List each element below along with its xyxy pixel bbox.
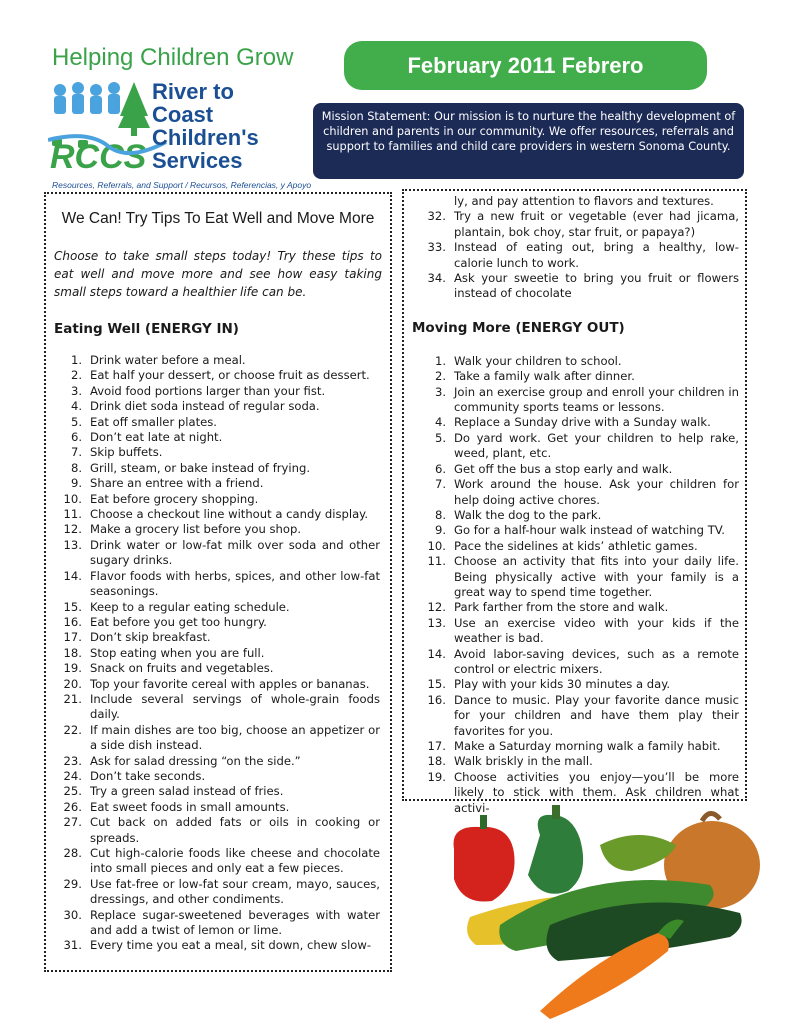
list-item (46, 522, 390, 537)
list-item-text: Replace sugar-sweetened beverages with water and add a twist of lemon or lime. (90, 907, 380, 938)
article-intro: Choose to take small steps today! Try these tips to eat well and move more and see how easy taking small steps toward a healthier life can be. (54, 249, 382, 299)
list-item-number: 19. (427, 769, 446, 784)
list-item-number: 24. (63, 768, 82, 783)
list-item (404, 539, 745, 554)
eating-well-list (46, 353, 390, 954)
list-item (404, 554, 745, 600)
list-item (46, 600, 390, 615)
list-item (46, 846, 390, 877)
list-item-text: Work around the house. Ask your children for help doing active chores. (454, 477, 739, 507)
list-item (46, 492, 390, 507)
list-item-text: ly, and pay attention to flavors and textures. (454, 194, 714, 208)
list-item-number: 10. (427, 538, 446, 553)
list-item-number: 32. (427, 209, 446, 224)
list-item-text: Walk the dog to the park. (454, 507, 602, 522)
vegetables-illustration (440, 805, 760, 1020)
list-item-number: 26. (63, 799, 82, 814)
mission-statement: Mission Statement: Our mission is to nurture the healthy development of children and parents in our community. We offer resources, referrals and support to families and child care providers in western Sonoma County. (313, 103, 744, 179)
org-name-line: River to (152, 79, 234, 104)
list-item (404, 415, 745, 430)
list-item-number: 2. (434, 369, 446, 384)
org-name-line: Children's (152, 125, 259, 150)
list-item (46, 800, 390, 815)
list-item-number: 18. (427, 754, 446, 769)
list-item-text: Walk your children to school. (454, 353, 622, 368)
list-item-number: 9. (70, 476, 82, 491)
list-item (46, 430, 390, 445)
list-item-text: Eat before grocery shopping. (90, 491, 259, 506)
list-item-number: 13. (63, 537, 82, 552)
list-item (404, 194, 745, 209)
list-item-text: Avoid labor-saving devices, such as a remote control or electric mixers. (454, 646, 739, 676)
list-item (46, 754, 390, 769)
list-item-text: Cut back on added fats or oils in cooking or spreads. (90, 815, 380, 845)
moving-more-list (404, 354, 745, 816)
list-item-text: Use an exercise video with your kids if the weather is bad. (454, 615, 739, 646)
list-item-text: Try a new fruit or vegetable (ever had jicama, plantain, bok choy, star fruit, or papaya?) (454, 209, 739, 239)
list-item (46, 569, 390, 600)
list-item-text: Instead of eating out, bring a healthy, low-calorie lunch to work. (454, 240, 739, 270)
list-item (46, 384, 390, 399)
list-item-text: Replace a Sunday drive with a Sunday walk. (454, 415, 711, 430)
list-item-number: 33. (427, 240, 446, 255)
list-item (404, 616, 745, 647)
list-item-text: Choose an activity that fits into your daily life. Being physically active with your family is a great way to spend time together. (454, 554, 739, 599)
list-item-number: 34. (427, 271, 446, 286)
list-item-text: If main dishes are too big, choose an appetizer or a side dish instead. (90, 722, 380, 753)
list-item-number: 8. (434, 507, 446, 522)
list-item-number: 21. (63, 691, 82, 706)
list-item-text: Make a Saturday morning walk a family habit. (454, 739, 721, 753)
list-item-number: 2. (70, 368, 82, 383)
list-item (46, 415, 390, 430)
list-item-text: Snack on fruits and vegetables. (90, 661, 274, 676)
moving-more-heading: Moving More (ENERGY OUT) (412, 319, 625, 336)
list-item (46, 538, 390, 569)
list-item-text: Make a grocery list before you shop. (90, 522, 302, 537)
list-item (46, 815, 390, 846)
list-item-text: Go for a half-hour walk instead of watching TV. (454, 523, 725, 538)
list-item (404, 209, 745, 240)
list-item-number: 4. (70, 399, 82, 414)
list-item (46, 938, 390, 953)
list-item-number: 6. (70, 430, 82, 445)
list-item (46, 723, 390, 754)
list-item-number: 31. (63, 938, 82, 953)
list-item-number: 15. (63, 599, 82, 614)
list-item-text: Eat before you get too hungry. (90, 614, 267, 629)
list-item-number: 14. (63, 568, 82, 583)
list-item-number: 1. (70, 353, 82, 367)
list-item-number: 27. (63, 815, 82, 830)
list-item (404, 240, 745, 271)
list-item-text: Walk briskly in the mall. (454, 754, 593, 769)
list-item-text: Get off the bus a stop early and walk. (454, 461, 673, 476)
list-item (404, 354, 745, 369)
list-item (46, 877, 390, 908)
list-item-number: 14. (427, 646, 446, 661)
list-item-number: 3. (70, 383, 82, 398)
list-item-text: Park farther from the store and walk. (454, 600, 669, 615)
list-item (46, 399, 390, 414)
list-item-text: Don’t take seconds. (90, 768, 206, 783)
list-item (404, 739, 745, 754)
list-item-text: Pace the sidelines at kids’ athletic games. (454, 538, 698, 553)
list-item-text: Grill, steam, or bake instead of frying. (90, 460, 311, 475)
list-item-text: Join an exercise group and enroll your children in community sports teams or lessons. (454, 384, 739, 415)
list-item-text: Ask for salad dressing “on the side.” (90, 753, 301, 768)
list-item-text: Try a green salad instead of fries. (90, 784, 284, 799)
list-item-number: 12. (427, 600, 446, 615)
list-item-number: 30. (63, 907, 82, 922)
list-item-text: Drink water before a meal. (90, 353, 246, 367)
list-item-number: 13. (427, 615, 446, 630)
list-item-number: 29. (63, 876, 82, 891)
list-item-text: Don’t skip breakfast. (90, 630, 211, 645)
list-item-text: Use fat-free or low-fat sour cream, mayo, sauces, dressings, and other condiments. (90, 876, 380, 907)
list-item-text: Choose activities you enjoy—you’ll be more likely to stick with them. Ask children what activi- (454, 769, 739, 815)
list-item (46, 661, 390, 676)
list-item-text: Dance to music. Play your favorite dance music for your children and have them play their favorites for you. (454, 692, 739, 738)
list-item-number: 28. (63, 846, 82, 860)
list-item-text: Don’t eat late at night. (90, 430, 223, 445)
list-item (46, 646, 390, 661)
article-title: We Can! Try Tips To Eat Well and Move More (61, 210, 375, 227)
list-item-number: 1. (434, 353, 446, 368)
tagline: Resources, Referrals, and Support / Recursos, Referencias, y Apoyo (52, 180, 312, 190)
list-item-text: Take a family walk after dinner. (454, 369, 635, 384)
list-item (46, 692, 390, 723)
date-banner (344, 41, 707, 90)
list-item-text: Skip buffets. (90, 445, 163, 460)
list-item (404, 508, 745, 523)
list-item (46, 677, 390, 692)
list-item-text: Cut high-calorie foods like cheese and chocolate into small pieces and only eat a few pieces. (90, 846, 380, 876)
list-item (46, 615, 390, 630)
list-item-text: Eat half your dessert, or choose fruit as dessert. (90, 368, 370, 383)
list-item-number: 6. (434, 461, 446, 476)
list-item-text: Stop eating when you are full. (90, 645, 265, 660)
list-item-number: 23. (63, 753, 82, 768)
list-item-text: Flavor foods with herbs, spices, and other low-fat seasonings. (90, 568, 380, 599)
list-item-number: 8. (70, 460, 82, 475)
list-item-number: 18. (63, 645, 82, 660)
list-item (46, 784, 390, 799)
brand-title: Helping Children Grow (52, 44, 294, 71)
list-item-number: 12. (63, 522, 82, 537)
list-item-number: 20. (63, 676, 82, 691)
list-item-number: 16. (427, 692, 446, 707)
list-item (46, 461, 390, 476)
newsletter-date: February 2011 Febrero (407, 52, 644, 78)
list-item (46, 476, 390, 491)
list-item (46, 507, 390, 522)
list-item (46, 353, 390, 368)
list-item-number: 16. (63, 614, 82, 629)
list-item (404, 754, 745, 769)
list-item-text: Top your favorite cereal with apples or bananas. (90, 676, 370, 691)
left-column (44, 192, 392, 972)
list-item-text: Do yard work. Get your children to help rake, weed, plant, etc. (454, 430, 739, 461)
list-item-number: 25. (63, 784, 82, 799)
list-item-number: 17. (63, 630, 82, 645)
list-item-text: Eat sweet foods in small amounts. (90, 799, 290, 814)
list-item (404, 693, 745, 739)
list-item-text: Include several servings of whole-grain foods daily. (90, 691, 380, 722)
list-item-number: 5. (70, 414, 82, 429)
list-item-text: Drink diet soda instead of regular soda. (90, 399, 320, 414)
list-item-number: 15. (427, 677, 446, 692)
list-item-text: Ask your sweetie to bring you fruit or flowers instead of chocolate (454, 271, 739, 301)
list-item-text: Avoid food portions larger than your fist. (90, 383, 326, 398)
list-item-text: Drink water or low-fat milk over soda and other sugary drinks. (90, 537, 380, 568)
list-item (46, 445, 390, 460)
list-item (404, 477, 745, 508)
list-item (404, 385, 745, 416)
list-item-text: Share an entree with a friend. (90, 476, 264, 491)
list-item-number: 7. (70, 445, 82, 460)
list-item-number: 9. (434, 523, 446, 538)
list-item (404, 462, 745, 477)
list-item-number: 22. (63, 722, 82, 737)
logo-letters: RCCS (50, 138, 147, 175)
list-item (404, 271, 745, 302)
org-name (152, 80, 259, 172)
list-item (404, 431, 745, 462)
right-column (402, 189, 747, 815)
list-item (404, 523, 745, 538)
list-item-number: 10. (63, 491, 82, 506)
list-item (46, 368, 390, 383)
list-item-number: 7. (434, 477, 446, 492)
list-item-text: Eat off smaller plates. (90, 414, 217, 429)
list-item-number: 4. (434, 415, 446, 430)
org-name-line: Coast (152, 102, 214, 127)
list-item (404, 369, 745, 384)
list-item-number: 19. (63, 661, 82, 676)
list-item-number: 11. (63, 507, 82, 522)
list-item (46, 630, 390, 645)
list-item-number: 11. (427, 554, 446, 569)
list-item-number: 17. (427, 739, 446, 753)
list-item (404, 677, 745, 692)
rccs-logo (48, 80, 168, 175)
list-item-number: 3. (434, 384, 446, 399)
list-item-number: 5. (434, 430, 446, 445)
list-item-text: Play with your kids 30 minutes a day. (454, 677, 671, 692)
eating-well-list-continued (404, 209, 745, 301)
list-item (404, 600, 745, 615)
list-item (404, 647, 745, 678)
list-item-text: Choose a checkout line without a candy display. (90, 507, 369, 522)
list-item-text: Every time you eat a meal, sit down, chew slow- (90, 938, 372, 953)
list-item (46, 769, 390, 784)
list-item (46, 908, 390, 939)
list-item-text: Keep to a regular eating schedule. (90, 599, 290, 614)
org-name-line: Services (152, 148, 243, 173)
eating-well-heading: Eating Well (ENERGY IN) (54, 321, 239, 337)
